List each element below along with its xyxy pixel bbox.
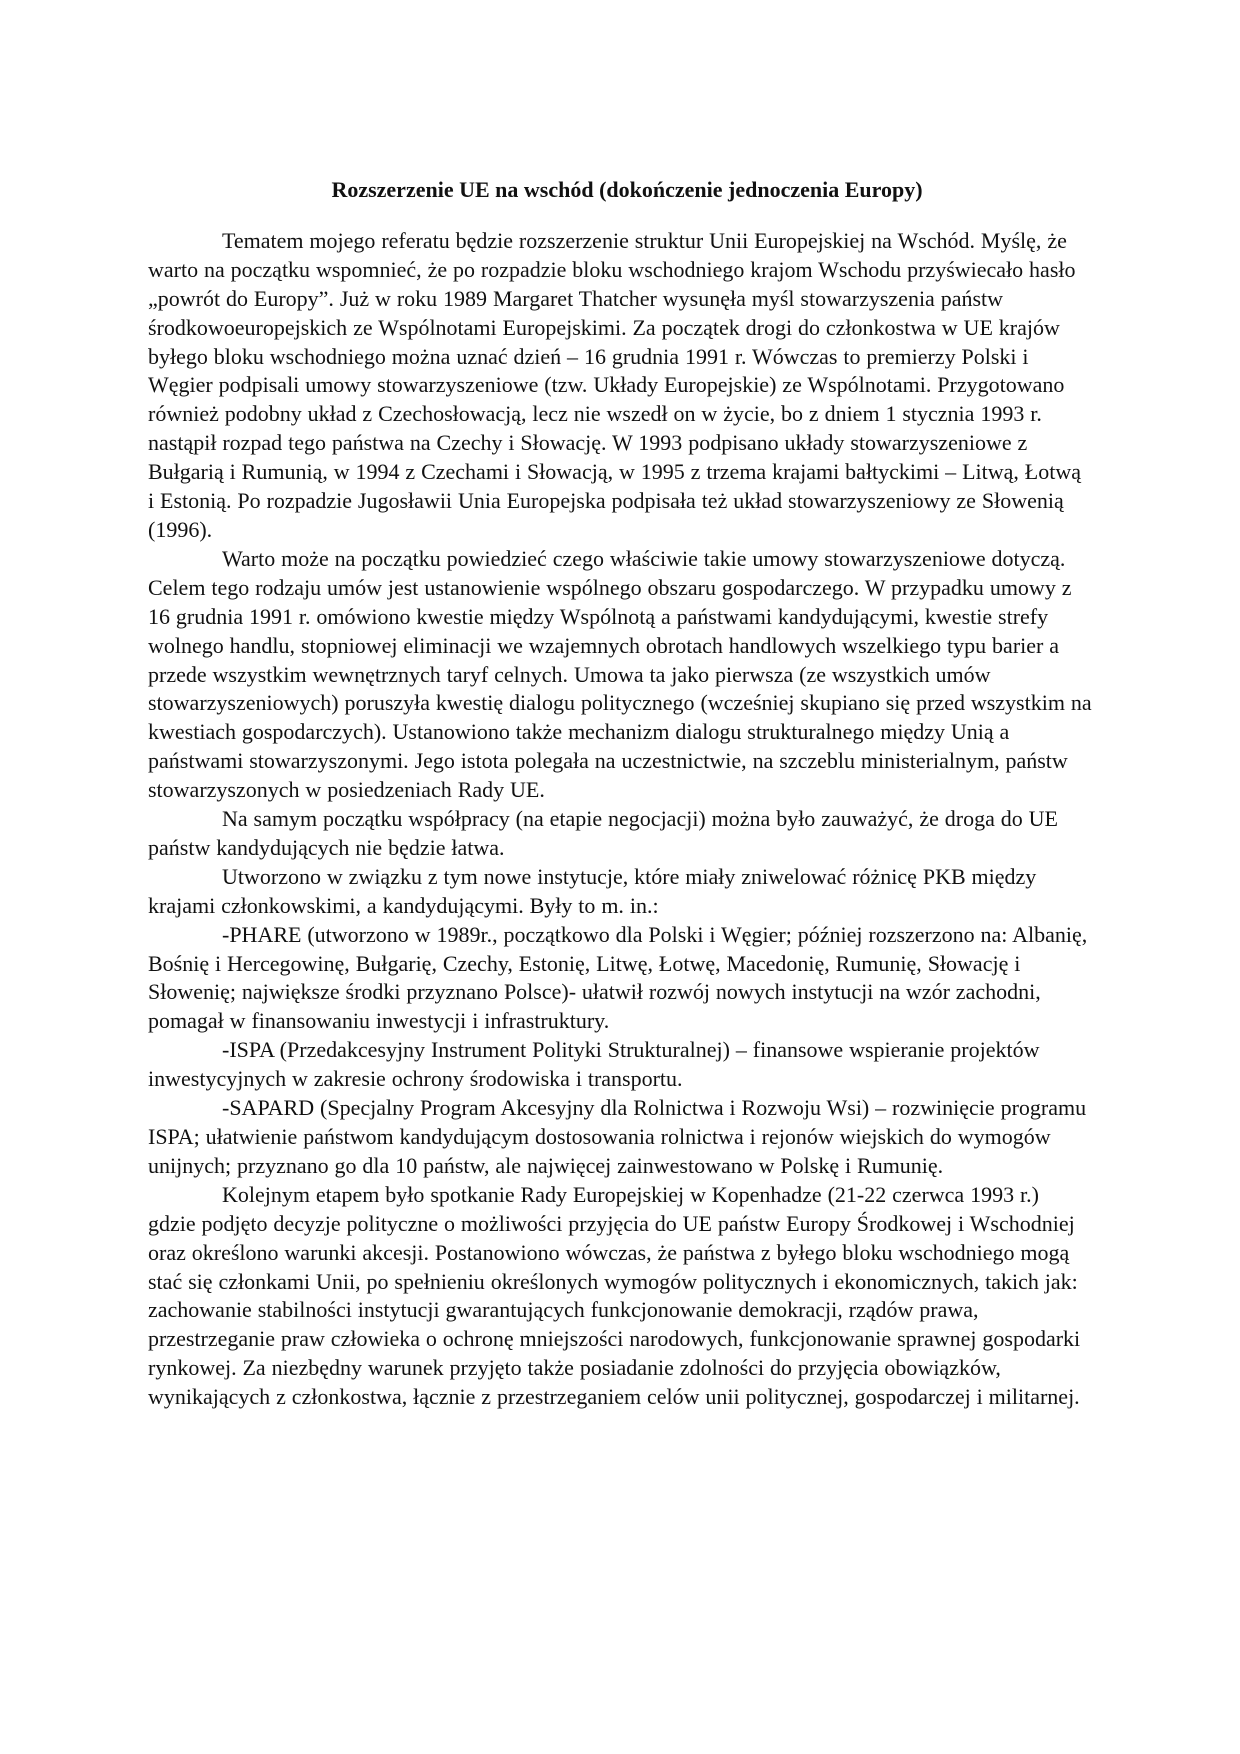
paragraph: Utworzono w związku z tym nowe instytucje, które miały zniwelować różnicę PKB między krajami członkowskimi, a kandydującymi. Były to m. in.: bbox=[148, 863, 1037, 918]
list-item-ispa: -ISPA (Przedakcesyjny Instrument Polityki Strukturalnej) – finansowe wspieranie projektów inwestycyjnych w zakresie ochrony środowiska i transportu. bbox=[148, 1037, 1040, 1092]
list-item-sapard: -SAPARD (Specjalny Program Akcesyjny dla Rolnictwa i Rozwoju Wsi) – rozwinięcie programu ISPA; ułatwienie państwom kandydującym dostosowania rolnictwa i rejonów wiejskich do wymogów unijnych; przyznano go dla 10 państw, ale najwięcej zainwestowano w Polskę i Rumunię. bbox=[148, 1095, 1087, 1178]
paragraph: Na samym początku współpracy (na etapie negocjacji) można było zauważyć, że droga do UE państw kandydujących nie będzie łatwa. bbox=[148, 806, 1058, 860]
paragraph: Tematem mojego referatu będzie rozszerzenie struktur Unii Europejskiej na Wschód. Myślę, że warto na początku wspomnieć, że po rozpadzie bloku wschodniego krajom Wschodu przyświecało hasło „powrót do Europy”. Już w roku 1989 Margaret Thatcher wysunęła myśl stowarzyszenia państw środkowoeuropejskich ze Wspólnotami Europejskimi. Za początek drogi do członkostwa w UE krajów byłego bloku wschodniego można uznać dzień – 16 grudnia 1991 r. Wówczas to premierzy Polski i Węgier podpisali umowy stowarzyszeniowe (tzw. Układy Europejskie) ze Wspólnotami. Przygotowano również podobny układ z Czechosłowacją, lecz nie wszedł on w życie, bo z dniem 1 stycznia 1993 r. nastąpił rozpad tego państwa na Czechy i Słowację. W 1993 podpisano układy stowarzyszeniowe z Bułgarią i Rumunią, w 1994 z Czechami i Słowacją, w 1995 z trzema krajami bałtyckimi – Litwą, Łotwą i Estonią. Po rozpadzie Jugosławii Unia Europejska podpisała też układ stowarzyszeniowy ze Słowenią (1996). bbox=[148, 227, 1081, 542]
document-body bbox=[148, 176, 1092, 1412]
paragraph: Kolejnym etapem było spotkanie Rady Europejskiej w Kopenhadze (21-22 czerwca 1993 r.) gdzie podjęto decyzje polityczne o możliwości przyjęcia do UE państw Europy Środkowej i Wschodniej oraz określono warunki akcesji. Postanowiono wówczas, że państwa z byłego bloku wschodniego mogą stać się członkami Unii, po spełnieniu określonych wymogów politycznych i ekonomicznych, takich jak: zachowanie stabilności instytucji gwarantujących funkcjonowanie demokracji, rządów prawa, przestrzeganie praw człowieka o ochronę mniejszości narodowych, funkcjonowanie sprawnej gospodarki rynkowej. Za niezbędny warunek przyjęto także posiadanie zdolności do przyjęcia obowiązków, wynikających z członkostwa, łącznie z przestrzeganiem celów unii politycznej, gospodarczej i militarnej. bbox=[148, 1181, 1081, 1410]
paragraph: Warto może na początku powiedzieć czego właściwie takie umowy stowarzyszeniowe dotyczą. Celem tego rodzaju umów jest ustanowienie wspólnego obszaru gospodarczego. W przypadku umowy z 16 grudnia 1991 r. omówiono kwestie między Wspólnotą a państwami kandydującymi, kwestie strefy wolnego handlu, stopniowej eliminacji we wzajemnych obrotach handlowych wszelkiego typu barier a przede wszystkim wewnętrznych taryf celnych. Umowa ta jako pierwsza (ze wszystkich umów stowarzyszeniowych) poruszyła kwestię dialogu politycznego (wcześniej skupiano się przed wszystkim na kwestiach gospodarczych). Ustanowiono także mechanizm dialogu strukturalnego między Unią a państwami stowarzyszonymi. Jego istota polegała na uczestnictwie, na szczeblu ministerialnym, państw stowarzyszonych w posiedzeniach Rady UE. bbox=[148, 545, 1092, 803]
list-item-phare: -PHARE (utworzono w 1989r., początkowo dla Polski i Węgier; później rozszerzono na: Albanię, Bośnię i Hercegowinę, Bułgarię, Czechy, Estonię, Litwę, Łotwę, Macedonię, Rumunię, Słowację i Słowenię; największe środki przyznano Polsce)- ułatwił rozwój nowych instytucji na wzór zachodni, pomagał w finansowaniu inwestycji i infrastruktury. bbox=[148, 921, 1088, 1034]
document-title: Rozszerzenie UE na wschód (dokończenie jednoczenia Europy) bbox=[331, 177, 923, 202]
